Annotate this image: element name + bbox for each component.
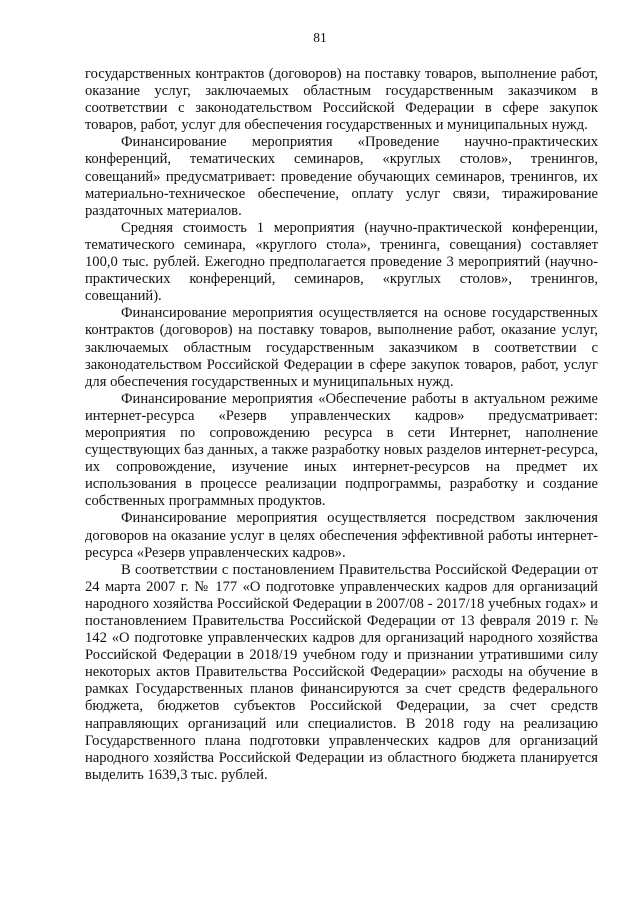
paragraph: Финансирование мероприятия осуществляется на основе государственных контрактов (договоров) на поставку товаров, выполнение работ, оказание услуг, заключаемых областным государственным заказчиком в соответствии с законодательством Российской Федерации в сфере закупок товаров, работ, услуг для обеспечения государственных и муниципальных нужд.	[85, 305, 598, 390]
paragraph: Финансирование мероприятия осуществляется посредством заключения договоров на оказание услуг в целях обеспечения эффективной работы интернет-ресурса «Резерв управленческих кадров».	[85, 510, 598, 561]
paragraph: Финансирование мероприятия «Проведение научно-практических конференций, тематических семинаров, «круглых столов», тренингов, совещаний» предусматривает: проведение обучающих семинаров, тренингов, их материально-техническое обеспечение, оплату услуг связи, тиражирование раздаточных материалов.	[85, 134, 598, 219]
page-number: 81	[313, 30, 327, 45]
paragraph: государственных контрактов (договоров) на поставку товаров, выполнение работ, оказание услуг, заключаемых областным государственным заказчиком в соответствии с законодательством Российской Федерации в сфере закупок товаров, работ, услуг для обеспечения государственных и муниципальных нужд.	[85, 66, 598, 134]
paragraph: В соответствии с постановлением Правительства Российской Федерации от 24 марта 2007 г. № 177 «О подготовке управленческих кадров для организаций народного хозяйства Российской Федерации в 2007/08 - 2017/18 учебных годах» и постановлением Правительства Российской Федерации от 13 февраля 2019 г. № 142 «О подготовке управленческих кадров для организаций народного хозяйства Российской Федерации в 2018/19 учебном году и признании утратившими силу некоторых актов Правительства Российской Федерации» расходы на обучение в рамках Государственных планов финансируются за счет средств федерального бюджета, бюджетов субъектов Российской Федерации, за счет средств направляющих организаций или специалистов. В 2018 году на реализацию Государственного плана подготовки управленческих кадров для организаций народного хозяйства Российской Федерации из областного бюджета планируется выделить 1639,3 тыс. рублей.	[85, 561, 598, 783]
paragraph: Средняя стоимость 1 мероприятия (научно-практической конференции, тематического семинара, «круглого стола», тренинга, совещания) составляет 100,0 тыс. рублей. Ежегодно предполагается проведение 3 мероприятий (научно-практических конференций, семинаров, «круглых столов», тренингов, совещаний).	[85, 219, 598, 305]
document-body	[85, 66, 598, 784]
paragraph: Финансирование мероприятия «Обеспечение работы в актуальном режиме интернет-ресурса «Резерв управленческих кадров» предусматривает: мероприятия по сопровождению ресурса в сети Интернет, наполнение существующих баз данных, а также разработку новых разделов интернет-ресурса, их сопровождение, изучение иных интернет-ресурсов на предмет их использования в процессе реализации подпрограммы, разработку и создание собственных программных продуктов.	[85, 390, 598, 510]
